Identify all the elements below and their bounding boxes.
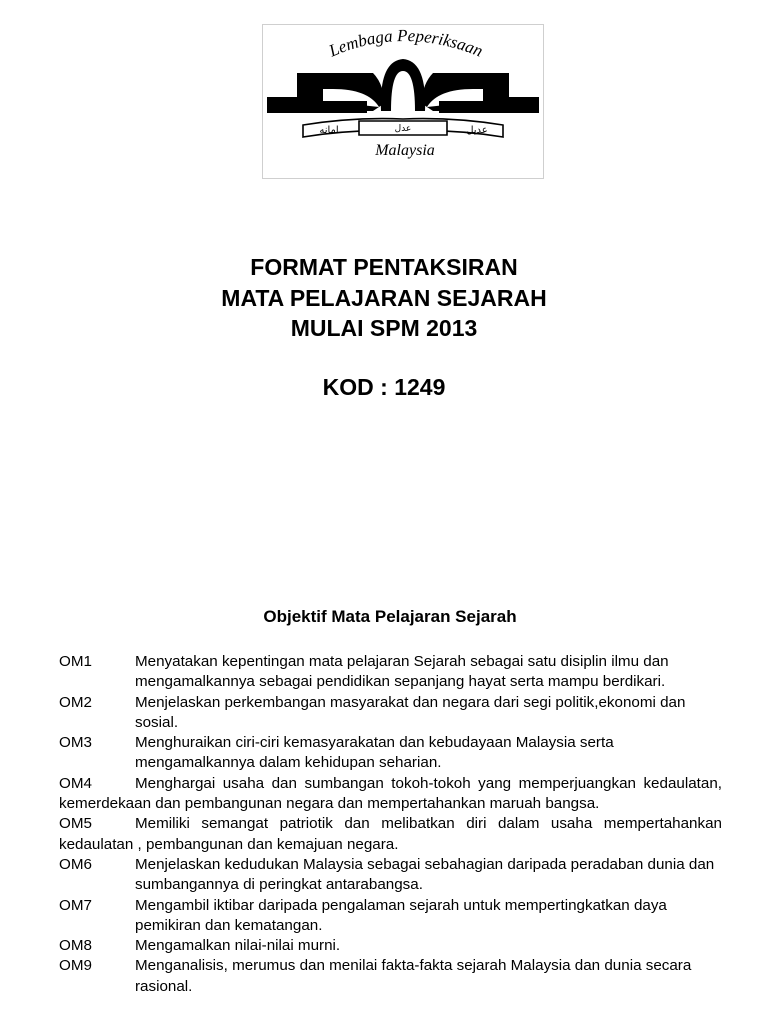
document-title — [0, 252, 768, 344]
objectives-heading: Objektif Mata Pelajaran Sejarah — [263, 607, 517, 626]
title-line-1: FORMAT PENTAKSIRAN — [250, 254, 518, 280]
objective-item: OM3 Menghuraikan ciri-ciri kemasyarakatan dan kebudayaan Malaysia serta mengamalkannya dalam kehidupan seharian. — [59, 734, 614, 772]
objective-item: OM2 Menjelaskan perkembangan masyarakat dan negara dari segi politik,ekonomi dan sosial. — [59, 693, 686, 731]
ribbon-left-text: امانه — [319, 125, 339, 136]
objective-item: OM8 Mengamalkan nilai-nilai murni. — [59, 937, 341, 955]
objective-item: OM9 Menganalisis, merumus dan menilai fakta-fakta sejarah Malaysia dan dunia secara rasional. — [59, 957, 692, 995]
logo-bottom-text: Malaysia — [375, 142, 435, 159]
title-line-3: MULAI SPM 2013 — [290, 315, 478, 341]
objectives-list — [59, 652, 722, 997]
title-line-2: MATA PELAJARAN SEJARAH — [221, 284, 547, 311]
objective-item: OM4 Menghargai usaha dan sumbangan tokoh-tokoh yang memperjuangkan kedaulatan, kemerdekaan dan pembangunan negara dan mempertahankan maruah bangsa. — [59, 774, 722, 813]
objective-item: OM5 Memiliki semangat patriotik dan melibatkan diri dalam usaha mempertahankan kedaulatan , pembangunan dan kemajuan negara. — [59, 815, 722, 853]
objective-item: OM6 Menjelaskan kedudukan Malaysia sebagai sebahagian daripada peradaban dunia dan sumbangannya di peringkat antarabangsa. — [59, 855, 715, 894]
objective-item: OM1 Menyatakan kepentingan mata pelajaran Sejarah sebagai satu disiplin ilmu dan mengamalkannya sebagai pendidikan sepanjang hayat serta mampu berdikari. — [59, 653, 669, 691]
ribbon-right-text: عدیل — [466, 125, 488, 136]
lembaga-peperiksaan-logo — [262, 24, 544, 179]
objective-item: OM7 Mengambil iktibar daripada pengalaman sejarah untuk mempertingkatkan daya pemikiran dan kematangan. — [59, 896, 667, 934]
logo-arc-text: Lembaga Peperiksaan — [326, 25, 486, 61]
ribbon-center-text: عدل — [394, 124, 412, 134]
subject-code: KOD : 1249 — [322, 374, 446, 400]
